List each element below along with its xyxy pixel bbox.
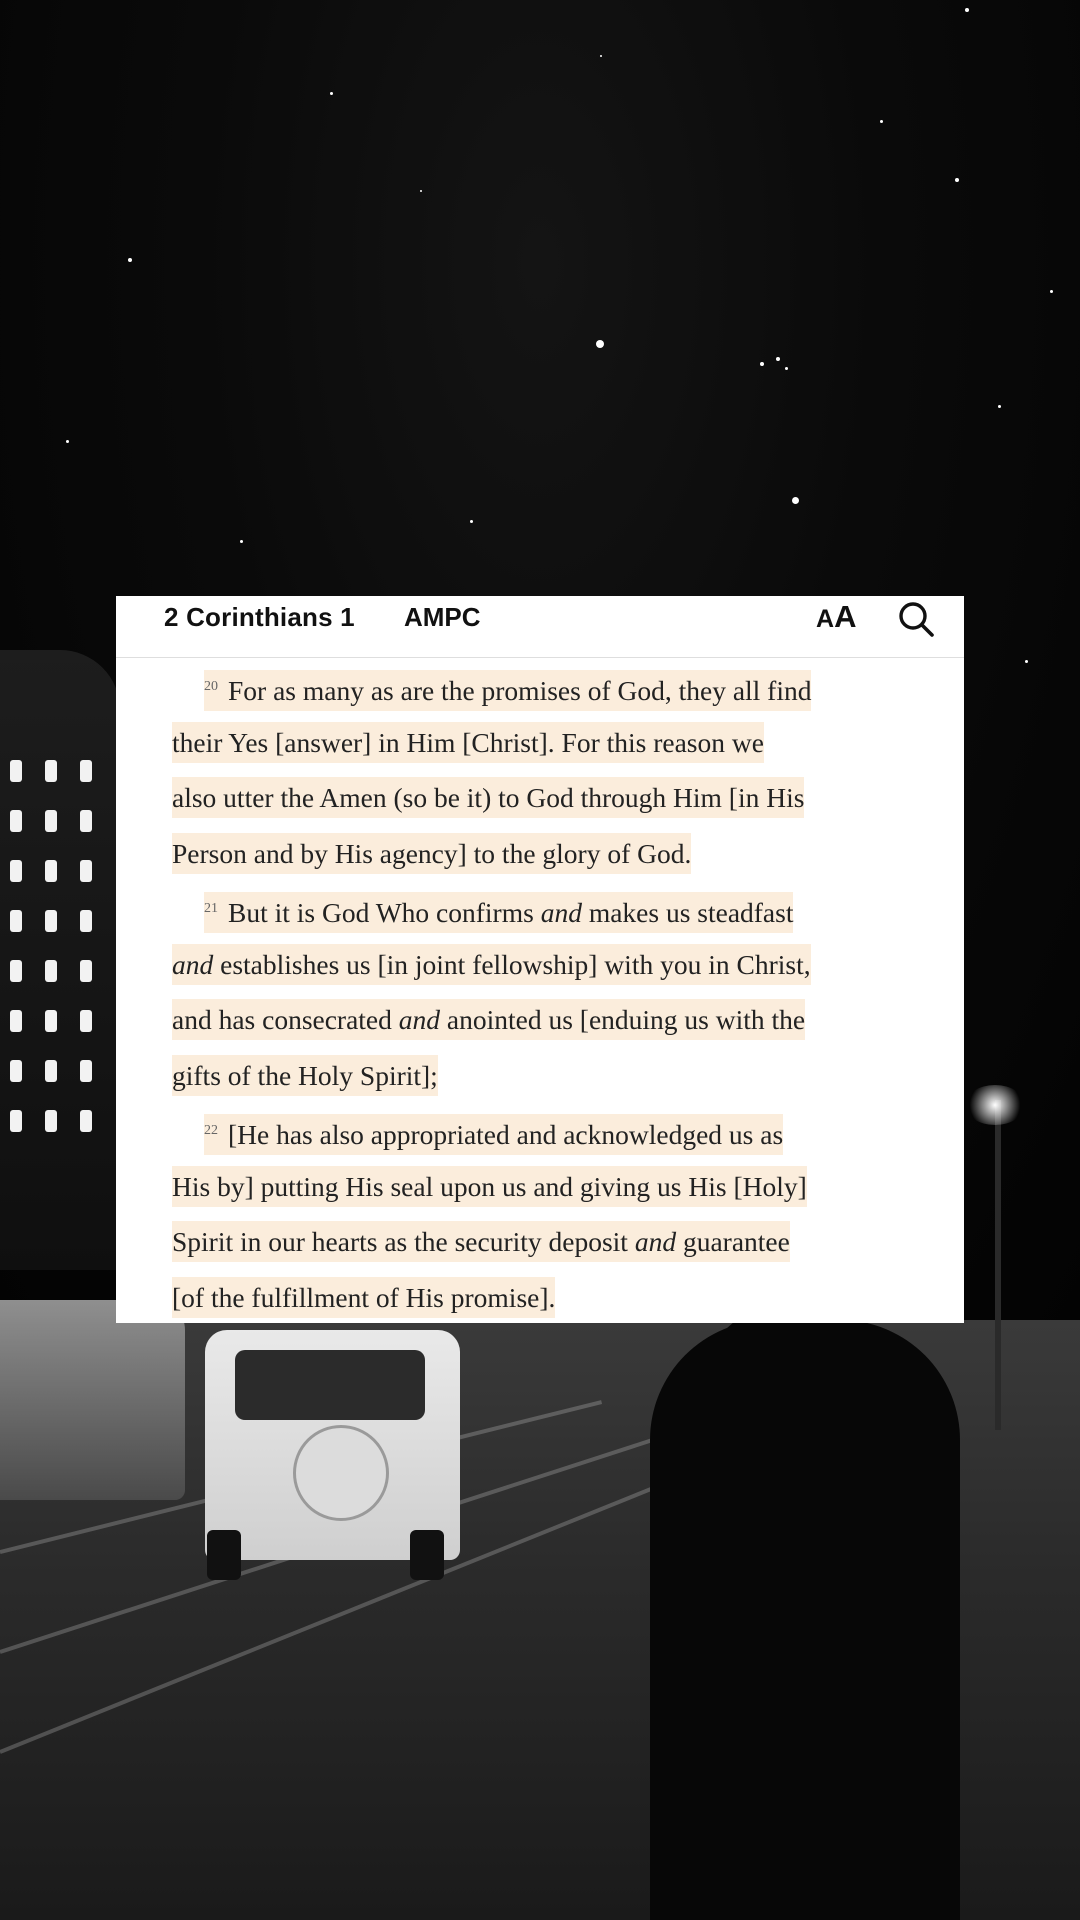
font-size-button[interactable] [816,600,856,640]
highlighted-text[interactable]: also utter the Amen (so be it) to God through Him [in His [172,777,804,818]
book-chapter-selector[interactable]: 2 Corinthians 1 [164,602,355,632]
street-lamp [995,1100,1001,1430]
font-size-small-glyph: A [816,605,835,633]
verse-line [172,715,912,771]
highlighted-text[interactable]: and has consecrated and anointed us [enduing us with the [172,999,805,1040]
person-silhouette [650,1320,960,1920]
verse-line [172,937,912,993]
verse-line [172,770,912,826]
italic-word: and [540,897,582,929]
highlighted-text[interactable]: gifts of the Holy Spirit]; [172,1055,438,1096]
highlighted-text[interactable]: [of the fulfillment of His promise]. [172,1277,555,1318]
italic-word: and [634,1226,677,1257]
highlighted-text[interactable]: $^{22}$ [He has also appropriated and acknowledged us as [204,1114,783,1155]
highlighted-text[interactable]: their Yes [answer] in Him [Christ]. For this reason we [172,722,764,763]
search-icon[interactable] [896,599,936,639]
verse-line [172,1214,912,1270]
highlighted-text[interactable]: and establishes us [in joint fellowship] with you in Christ, [172,944,811,985]
lamp-light [965,1085,1025,1125]
verse-line [172,826,912,882]
verse-number: 21 [204,901,218,916]
verse-line [172,1103,912,1159]
highlighted-text[interactable]: $^{21}$ But it is God Who confirms and makes us steadfast [204,892,793,933]
verse-line [172,992,912,1048]
verse-line [172,659,912,715]
verse-number: 20 [204,679,218,694]
font-size-large-glyph: A [834,599,857,634]
highlighted-text[interactable]: $^{20}$ For as many as are the promises of God, they all find [204,670,811,711]
bible-reader-card [116,596,964,1323]
parked-car [0,1300,185,1500]
scripture-passage [172,659,912,1325]
verse-line [172,881,912,937]
reader-toolbar [116,596,964,658]
lit-building [0,650,120,1270]
highlighted-text[interactable]: Spirit in our hearts as the security deposit and guarantee [172,1221,790,1262]
white-suv [205,1330,460,1560]
italic-word: and [398,1004,441,1035]
verse-line [172,1159,912,1215]
verse-line [172,1048,912,1104]
version-selector[interactable]: AMPC [404,602,481,632]
verse-number: 22 [204,1123,218,1138]
highlighted-text[interactable]: Person and by His agency] to the glory of God. [172,833,691,874]
verse-line [172,1270,912,1326]
italic-word: and [172,948,214,980]
highlighted-text[interactable]: His by] putting His seal upon us and giving us His [Holy] [172,1166,807,1207]
